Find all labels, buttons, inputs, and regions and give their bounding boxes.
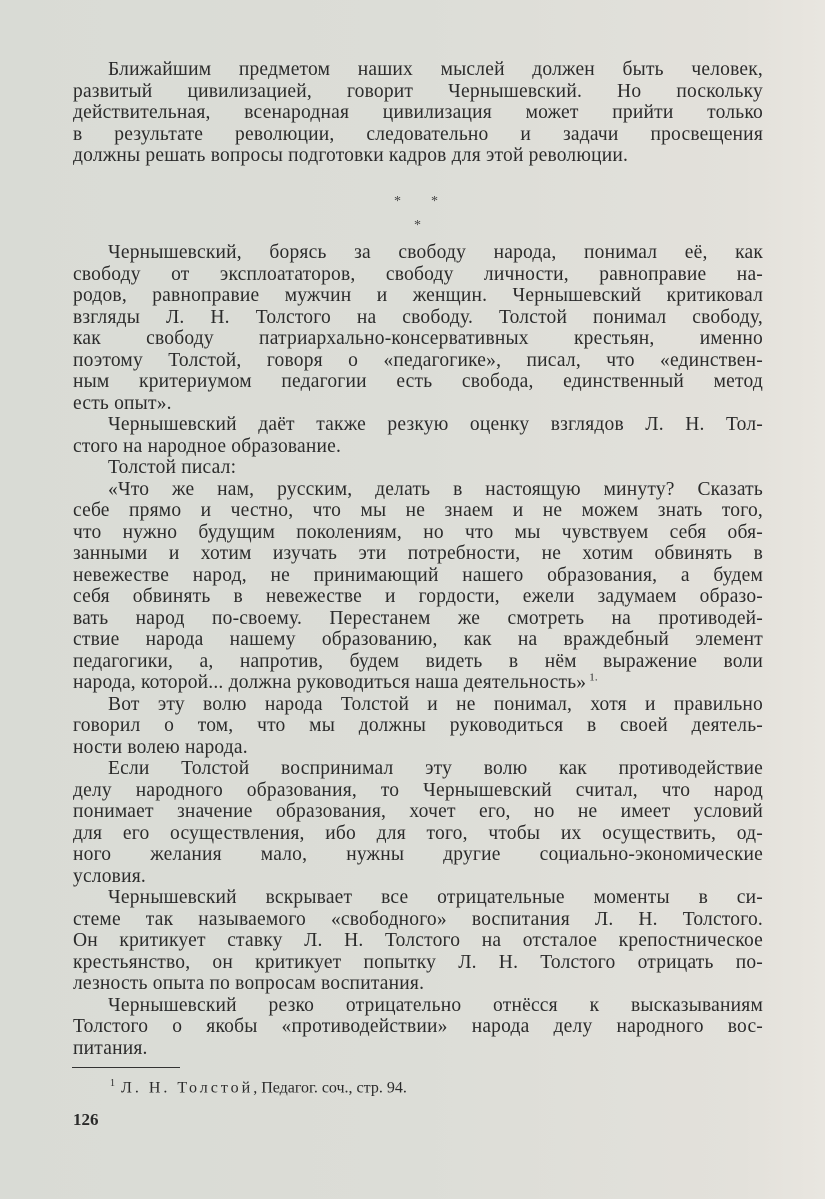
separator-star: * <box>431 194 438 209</box>
footnote-divider <box>72 1067 180 1068</box>
text-line: свободу от эксплоататоров, свободу личности, равноправие на- <box>73 263 763 285</box>
text-line: вать народ по-своему. Перестанем же смотреть на противодей- <box>73 607 763 629</box>
text-line: невежестве народ, не принимающий нашего образования, а будем <box>73 564 763 586</box>
text-line: должны решать вопросы подготовки кадров для этой революции. <box>73 145 629 166</box>
text-line: народа, которой... должна руководиться наша деятельность» $^{1.}$ <box>73 672 598 693</box>
text-line: Толстой писал: <box>108 457 237 478</box>
text-line: себя обвинять в невежестве и гордости, ежели задумаем образо- <box>73 586 763 607</box>
text-line: делу народного образования, то Чернышевский считал, что народ <box>73 779 763 801</box>
text-line: ного желания мало, нужны другие социально-экономические <box>73 844 763 865</box>
footnote-author: Л. Н. Толстой <box>121 1079 254 1097</box>
text-line: Толстого о якобы «противодействии» народа делу народного вос- <box>73 1016 763 1037</box>
text-line: что нужно будущим поколениям, но что мы чувствуем себя обя- <box>73 521 763 543</box>
text-line: стеме так называемого «свободного» воспитания Л. Н. Толстого. <box>73 908 763 930</box>
footnote-reference: 1. <box>586 672 598 684</box>
text-line: есть опыт». <box>73 392 172 414</box>
main-text <box>73 242 763 1059</box>
text-line: «Что же нам, русским, делать в настоящую минуту? Сказать <box>108 478 763 500</box>
text-line: Вот эту волю народа Толстой и не понимал, хотя и правильно <box>108 693 763 715</box>
text-line: поэтому Толстой, говоря о «педагогике», писал, что «единствен- <box>73 349 763 371</box>
text-line: Чернышевский вскрывает все отрицательные моменты в си- <box>108 887 763 908</box>
text-line: понимает значение образования, хочет его, но не имеет условий <box>73 801 763 822</box>
text-line: для его осуществления, ибо для того, чтобы их осуществить, од- <box>73 822 763 844</box>
paragraph-intro <box>73 59 763 167</box>
text-line: взгляды Л. Н. Толстого на свободу. Толстой понимал свободу, <box>73 306 763 328</box>
text-line: себе прямо и честно, что мы не знаем и не можем знать того, <box>73 500 763 521</box>
text-line: занными и хотим изучать эти потребности, не хотим обвинять в <box>73 543 763 564</box>
text-line: условия. <box>73 865 146 887</box>
text-line: ности волею народа. <box>73 736 248 758</box>
text-line: Чернышевский даёт также резкую оценку взглядов Л. Н. Тол- <box>108 414 763 435</box>
text-line: лезность опыта по вопросам воспитания. <box>73 973 425 994</box>
text-line: говорил о том, что мы должны руководиться в своей деятель- <box>73 715 763 736</box>
text-line: Ближайшим предметом наших мыслей должен быть человек, <box>108 59 763 80</box>
text-line: в результате революции, следовательно и задачи просвещения <box>73 123 763 145</box>
text-line: ствие народа нашему образованию, как на враждебный элемент <box>73 629 763 650</box>
text-line: как свободу патриархально-консервативных крестьян, именно <box>73 328 763 349</box>
text-line: развитый цивилизацией, говорит Чернышевский. Но поскольку <box>73 80 763 102</box>
text-line: Он критикует ставку Л. Н. Толстого на отсталое крепостническое <box>73 930 763 951</box>
text-line: Чернышевский резко отрицательно отнёсся к высказываниям <box>108 994 763 1016</box>
text-line: Чернышевский, борясь за свободу народа, понимал её, как <box>108 242 763 263</box>
text-line: питания. <box>73 1037 148 1059</box>
page-number: 126 <box>73 1110 99 1129</box>
text-line: Если Толстой воспринимал эту волю как противодействие <box>108 758 763 779</box>
text-line: родов, равноправие мужчин и женщин. Чернышевский критиковал <box>73 285 763 306</box>
footnote-marker: 1 <box>110 1078 115 1089</box>
separator-star: * <box>414 218 421 233</box>
text-line: действительная, всенародная цивилизация может прийти только <box>73 102 763 123</box>
text-line: крестьянство, он критикует попытку Л. Н. Толстого отрицать по- <box>73 951 763 973</box>
footnote-source: , Педагог. соч., стр. 94. <box>253 1079 407 1097</box>
text-line: стого на народное образование. <box>73 435 342 457</box>
text-line: ным критериумом педагогии есть свобода, единственный метод <box>73 371 763 392</box>
text-line: педагогики, а, напротив, будем видеть в нём выражение воли <box>73 650 763 672</box>
separator-star: * <box>394 194 401 209</box>
footnote <box>110 1078 407 1097</box>
